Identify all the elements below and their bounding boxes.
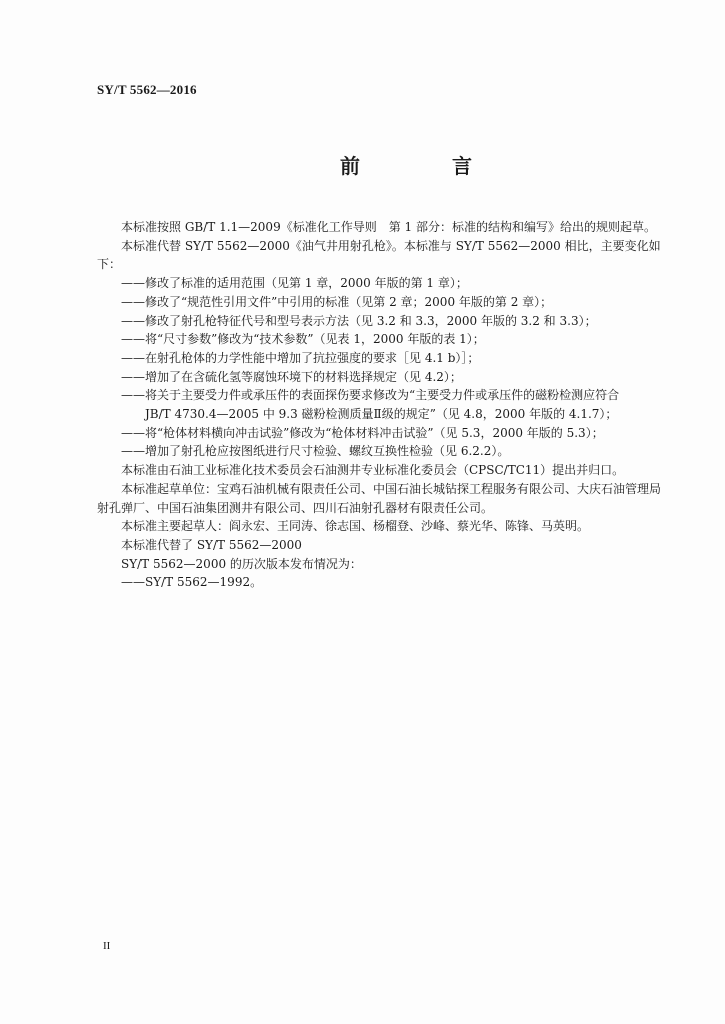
change-item-continuation: JB/T 4730.4—2005 中 9.3 磁粉检测质量Ⅱ级的规定”（见 4.8，2000 年版的 4.1.7）； (145, 407, 618, 422)
paragraph-replaced: 本标准代替了 SY/T 5562—2000 (121, 537, 302, 552)
paragraph-proposed-by: 本标准由石油工业标准化技术委员会石油测井专业标准化委员会（CPSC/TC11）提出并归口。 (121, 463, 625, 478)
page-number: II (103, 940, 111, 952)
document-code: SY/T 5562—2016 (97, 82, 197, 97)
change-item: ——修改了标准的适用范围（见第 1 章，2000 年版的第 1 章）； (121, 276, 468, 291)
paragraph-replaces: 本标准代替 SY/T 5562—2000《油气井用射孔枪》。本标准与 SY/T 5562—2000 相比，主要变化如下： (97, 238, 661, 272)
change-item: ——修改了“规范性引用文件”中引用的标准（见第 2 章；2000 年版的第 2 章）； (121, 294, 553, 309)
paragraph-history-heading: SY/T 5562—2000 的历次版本发布情况为： (121, 556, 362, 571)
change-item-text: ——将关于主要受力件或承压件的表面探伤要求修改为“主要受力件或承压件的磁粉检测应符合 (121, 388, 620, 403)
change-item: ——增加了在含硫化氢等腐蚀环境下的材料选择规定（见 4.2）； (121, 369, 462, 384)
change-item (97, 386, 663, 423)
change-item: ——将“枪体材料横向冲击试验”修改为“枪体材料冲击试验”（见 5.3，2000 年版的 5.3）； (121, 425, 604, 440)
change-item: ——在射孔枪体的力学性能中增加了抗拉强度的要求［见 4.1 b）］； (121, 350, 480, 365)
change-item: ——修改了射孔枪特征代号和型号表示方法（见 3.2 和 3.3，2000 年版的 3.2 和 3.3）； (121, 313, 597, 328)
page-title: 前 言 (340, 154, 508, 178)
paragraph-drafting-rules: 本标准按照 GB/T 1.1—2009《标准化工作导则 第 1 部分：标准的结构和编写》给出的规则起草。 (121, 220, 656, 234)
paragraph-drafting-units: 本标准起草单位：宝鸡石油机械有限责任公司、中国石油长城钻探工程服务有限公司、大庆石油管理局射孔弹厂、中国石油集团测井有限公司、四川石油射孔器材有限责任公司。 (97, 481, 662, 515)
paragraph-drafters: 本标准主要起草人：阎永宏、王同涛、徐志国、杨榴登、沙峰、蔡光华、陈锋、马英明。 (121, 519, 590, 534)
change-item: ——将“尺寸参数”修改为“技术参数”（见表 1，2000 年版的表 1）； (121, 332, 485, 347)
foreword-body (97, 218, 663, 592)
paragraph-history-item: ——SY/T 5562—1992。 (121, 575, 263, 590)
change-item: ——增加了射孔枪应按图纸进行尺寸检验、螺纹互换性检验（见 6.2.2）。 (121, 444, 510, 459)
